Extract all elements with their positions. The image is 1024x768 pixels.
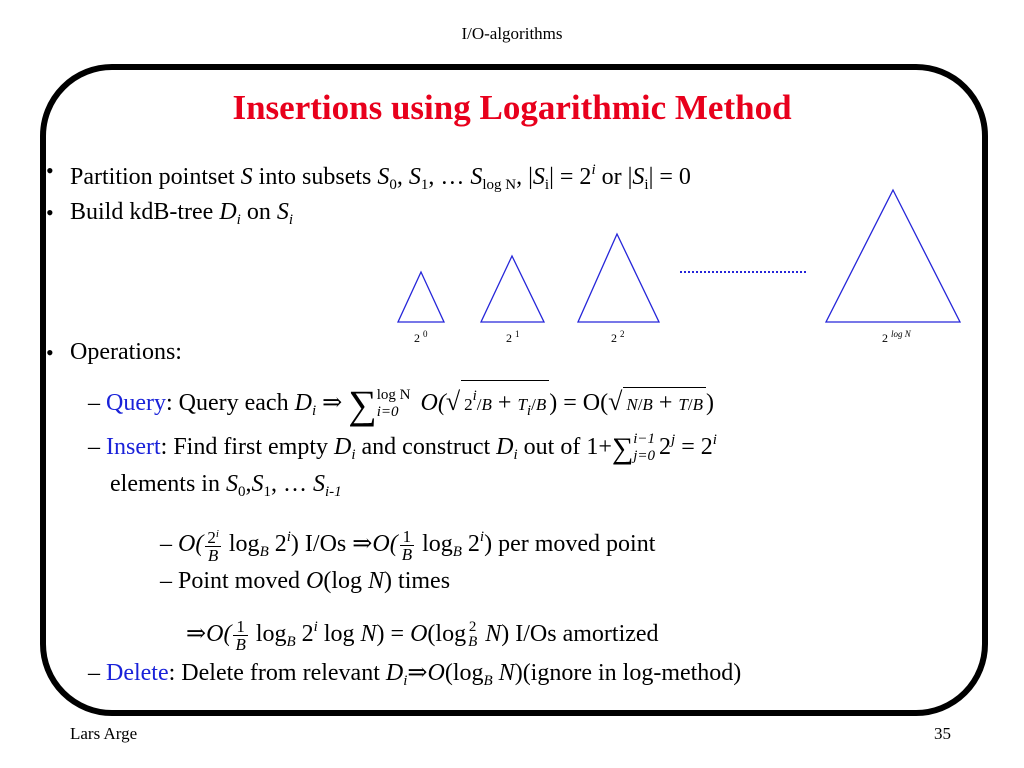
text: 2 — [461, 531, 480, 557]
superscript: i — [286, 529, 291, 545]
text: log — [249, 621, 287, 647]
text: and construct — [355, 434, 497, 460]
den: B — [535, 395, 547, 414]
text: out of 1+ — [517, 434, 612, 460]
text: : Delete from relevant — [168, 660, 386, 686]
subscript: 1 — [420, 177, 429, 193]
log-base — [468, 620, 477, 650]
text: : Find first empty — [160, 434, 334, 460]
plus: + — [497, 390, 512, 416]
sum-limits — [377, 387, 411, 421]
insert-line — [88, 425, 717, 470]
sqrt-icon: √ — [445, 387, 461, 416]
label-base: 2 — [414, 331, 420, 345]
paren: ) — [514, 660, 523, 686]
subscript: i — [351, 447, 356, 463]
subscript: 0 — [389, 177, 397, 193]
subscript: i — [236, 212, 241, 228]
fraction — [400, 528, 414, 563]
bullet-icon: • — [46, 158, 54, 183]
query-label: Query — [106, 390, 166, 416]
superscript: i — [591, 162, 596, 178]
superscript: i — [313, 619, 318, 635]
sum-lower: j=0 — [633, 448, 656, 465]
sum-symbol: ∑ — [348, 382, 377, 427]
big-o: O( — [372, 531, 398, 557]
subscript: i — [288, 212, 293, 228]
text: , … — [428, 164, 471, 190]
num: 1 — [400, 528, 414, 546]
text: (log — [323, 568, 369, 594]
insert-label: Insert — [106, 434, 161, 460]
num: T — [678, 395, 688, 414]
subscript: i — [403, 673, 408, 689]
text: , … — [270, 471, 313, 497]
subscript: 1 — [263, 484, 271, 500]
paren: ) — [290, 531, 299, 557]
num: N — [626, 395, 638, 414]
sqrt-icon: √ — [608, 387, 623, 416]
big-o: O — [427, 660, 445, 686]
dash: – — [88, 434, 100, 460]
den: B — [207, 546, 219, 566]
tree-triangle — [578, 234, 659, 322]
den: B — [481, 395, 492, 414]
sum-limits — [633, 431, 655, 465]
dash: – — [88, 660, 100, 686]
text: ) times — [384, 568, 451, 594]
subscript: B — [286, 634, 296, 650]
var-si: S — [632, 164, 645, 190]
den: B — [642, 395, 653, 414]
implies-arrow: ⇒ — [407, 660, 428, 686]
text: ) per moved point — [484, 531, 656, 557]
text: | = 2 — [549, 164, 592, 190]
tree-triangle — [481, 256, 544, 322]
text: Point moved — [172, 568, 307, 594]
subscript: i — [311, 403, 317, 419]
dash: – — [88, 390, 100, 416]
text: Partition pointset — [70, 164, 241, 190]
den: B — [235, 634, 246, 654]
text: 2 — [295, 621, 314, 647]
label-exp: 2 — [620, 329, 625, 339]
big-o: O( — [206, 621, 232, 647]
superscript: i — [712, 432, 717, 448]
text: 2 — [268, 531, 287, 557]
subscript: i-1 — [324, 484, 342, 500]
label-exp: log N — [891, 329, 911, 339]
sum-upper: i−1 — [633, 431, 656, 448]
subscript: B — [259, 544, 269, 560]
big-o: O( — [420, 390, 446, 416]
label-exp: 1 — [515, 329, 520, 339]
text: log — [317, 621, 361, 647]
text: or | — [595, 164, 633, 190]
dash: – — [160, 531, 172, 557]
var-slogn: S — [470, 164, 483, 190]
triangle-label — [611, 329, 625, 345]
implies-arrow: ⇒ — [322, 390, 343, 416]
text: | = 0 — [648, 164, 691, 190]
superscript: j — [671, 432, 676, 448]
var-si: S — [532, 164, 545, 190]
var-n: N — [368, 568, 385, 594]
slide-title: Insertions using Logarithmic Method — [232, 88, 792, 127]
implies-arrow: ⇒ — [352, 531, 373, 557]
text: log — [222, 531, 260, 557]
equals-big-o: ) = O( — [549, 390, 609, 416]
big-o: O( — [178, 531, 204, 557]
text: I/Os — [298, 531, 353, 557]
subscript: i — [644, 177, 649, 193]
text: elements in — [110, 471, 226, 497]
tree-triangle — [398, 272, 444, 322]
subscript: 0 — [237, 484, 246, 500]
subscript: B — [483, 673, 493, 689]
num: 2 — [464, 395, 473, 414]
plus: + — [658, 390, 673, 416]
sqrt-body: $2^i/B + T_i/B$ — [461, 380, 549, 426]
insert-line-2 — [110, 469, 342, 507]
den: B — [401, 544, 413, 564]
subscript: i — [544, 177, 550, 193]
label-base: 2 — [611, 331, 617, 345]
moves-line — [160, 566, 450, 596]
query-line — [88, 380, 714, 426]
sqrt-body: N/B + T/B — [623, 387, 706, 420]
big-o: O — [410, 621, 428, 647]
text: , — [396, 164, 409, 190]
superscript: i — [479, 529, 485, 545]
superscript: i — [472, 388, 477, 404]
num: 2 — [207, 528, 216, 548]
footer-page-number: 35 — [934, 724, 951, 743]
var-d: D — [496, 434, 514, 460]
implies-arrow: ⇒ — [186, 621, 207, 647]
var-si: S — [312, 471, 325, 497]
bullet-icon: • — [46, 200, 54, 225]
footer-author: Lars Arge — [70, 724, 138, 743]
text: Build kdB-tree — [70, 199, 220, 225]
tree-triangle — [826, 190, 960, 322]
text: ) = — [376, 621, 411, 647]
text: , — [245, 471, 252, 497]
sum-lower: i=0 — [376, 404, 399, 421]
var-n: N — [492, 660, 515, 686]
subscript: i — [513, 447, 518, 463]
text: log — [416, 531, 453, 557]
paren: ) — [705, 390, 714, 416]
subscript: log N — [482, 177, 517, 193]
subscript: B — [468, 634, 478, 651]
text: (log — [427, 621, 467, 647]
label-base: 2 — [882, 331, 888, 345]
var-s1: S — [408, 164, 421, 190]
var-d: D — [294, 390, 312, 416]
var-d: D — [334, 434, 352, 460]
dash: – — [160, 568, 172, 594]
sum-upper: log N — [376, 387, 411, 404]
label-base: 2 — [506, 331, 512, 345]
cost-line — [160, 522, 655, 567]
fraction — [205, 526, 221, 564]
bullet-icon: • — [46, 340, 54, 365]
slide-header: I/O-algorithms — [461, 24, 563, 43]
text: (ignore in log-method) — [522, 660, 742, 686]
superscript: i — [215, 528, 219, 541]
sum-symbol: ∑ — [611, 432, 634, 465]
var-s: S — [240, 164, 253, 190]
text: , | — [516, 164, 533, 190]
triangle-label — [506, 329, 520, 345]
var-s0: S — [377, 164, 390, 190]
label-exp: 0 — [423, 329, 428, 339]
den: B — [692, 395, 703, 414]
amortized-line — [186, 612, 659, 657]
triangle-label — [414, 329, 428, 345]
delete-label: Delete — [106, 660, 169, 686]
subscript: B — [452, 544, 462, 560]
text: into subsets — [252, 164, 378, 190]
big-o: O — [306, 568, 324, 594]
var-d: D — [385, 660, 404, 686]
var-n: N — [479, 621, 502, 647]
delete-line — [88, 658, 741, 696]
subscript: i — [526, 403, 532, 419]
fraction — [233, 618, 247, 653]
triangle-label — [882, 329, 912, 345]
superscript: 2 — [468, 619, 477, 636]
num: 1 — [233, 618, 247, 636]
var-n: N — [360, 621, 377, 647]
text: = 2 — [675, 434, 713, 460]
var-d: D — [219, 199, 237, 225]
num: T — [517, 395, 527, 414]
var-s1: S — [251, 471, 264, 497]
var-s0: S — [225, 471, 238, 497]
text: 2 — [659, 434, 672, 460]
text: : Query each — [165, 390, 295, 416]
text: (log — [444, 660, 484, 686]
var-s: S — [276, 199, 289, 225]
bullet-operations: Operations: — [70, 339, 182, 365]
text: on — [240, 199, 277, 225]
text: ) I/Os amortized — [501, 621, 659, 647]
